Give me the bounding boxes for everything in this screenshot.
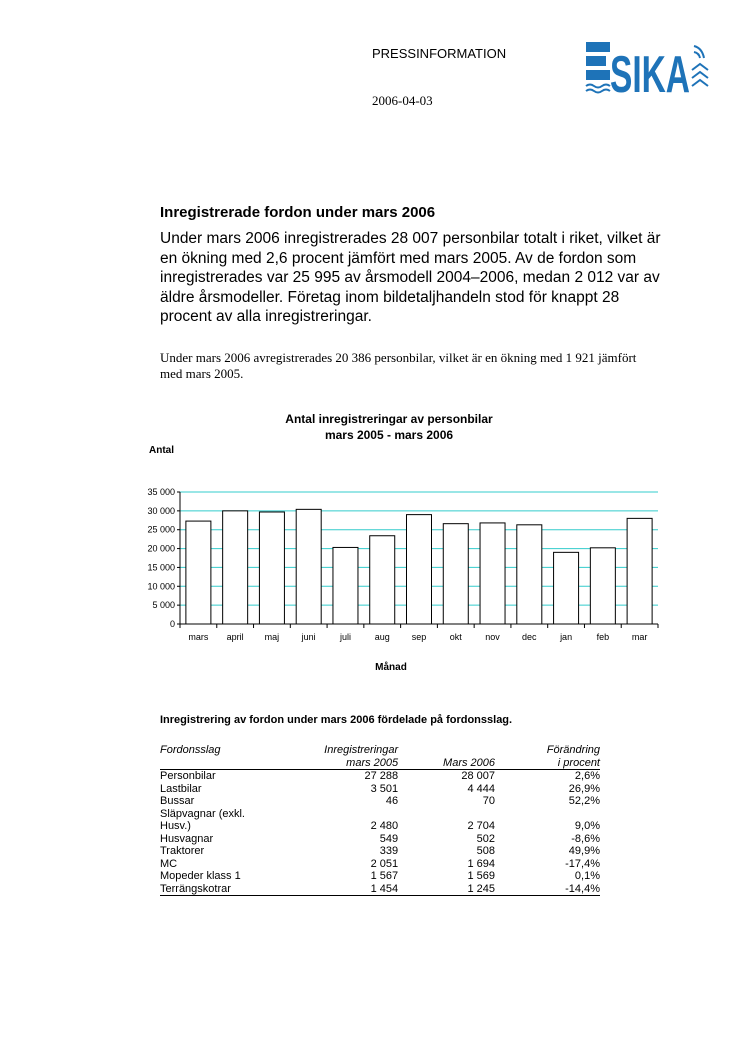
table-cell: 49,9%	[568, 845, 600, 857]
x-tick-label: mar	[631, 632, 648, 642]
lead-paragraph: Under mars 2006 inregistrerades 28 007 personbilar totalt i riket, vilket är en ökning med 2,6 procent jämfört med mars 2005. Av de fordon som inregistrerades var 25 995 av årsmodell 2004–2006, medan 2 012 var av äldre årsmodeller. Företag inom bildetaljhandeln stod för knappt 28 procent av alla inregistreringar.	[160, 230, 661, 325]
table-title: Inregistrering av fordon under mars 2006 fördelade på fordonsslag.	[160, 714, 513, 726]
table-cell: i procent	[495, 757, 600, 770]
table-cell: 502	[476, 832, 496, 845]
bar	[333, 547, 358, 624]
x-tick-label: sep	[411, 632, 427, 642]
x-tick-label: maj	[264, 632, 280, 642]
table-row	[160, 870, 600, 883]
table-cell: 2,6%	[574, 770, 600, 782]
table-cell	[495, 808, 600, 821]
table-row	[160, 883, 600, 896]
table-cell: 4 444	[467, 782, 496, 795]
table-cell	[398, 808, 495, 821]
bar	[480, 523, 505, 624]
y-tick-label: 0	[169, 619, 175, 629]
x-tick-label: jan	[560, 632, 573, 642]
table-cell: 549	[379, 832, 399, 845]
chart-plot-area	[147, 487, 658, 642]
table-cell: -17,4%	[565, 857, 600, 870]
logo-road-icon	[692, 64, 708, 86]
table-row	[160, 783, 600, 796]
table-cell: 52,2%	[568, 795, 600, 807]
chart-title-line1: Antal inregistreringar av personbilar	[285, 412, 493, 426]
table-row	[160, 820, 600, 833]
table-cell: 46	[385, 795, 399, 807]
bar-chart	[130, 405, 670, 685]
table-cell: Husv.)	[160, 820, 191, 832]
table-cell: mars 2005	[279, 757, 398, 770]
table-cell: Husvagnar	[160, 832, 214, 845]
x-tick-label: okt	[449, 632, 462, 642]
bar	[186, 521, 211, 624]
table-cell: Förändring	[546, 744, 600, 756]
table-cell: 9,0%	[574, 820, 600, 832]
logo-wave	[586, 85, 610, 88]
logo-signal-icon	[694, 46, 704, 58]
table-cell: Mars 2006	[398, 757, 495, 770]
logo-stripe	[586, 42, 610, 52]
y-tick-label: 10 000	[147, 581, 175, 592]
chart-x-label: Månad	[375, 662, 407, 673]
table-cell: -14,4%	[495, 883, 600, 896]
table-cell: 1 694	[467, 857, 496, 870]
y-tick-label: 30 000	[147, 505, 175, 516]
x-tick-label: nov	[485, 632, 500, 642]
x-tick-label: april	[226, 632, 244, 642]
table-cell: 0,1%	[574, 870, 600, 882]
table-cell: 28 007	[461, 770, 496, 782]
table-cell: 1 454	[279, 883, 398, 896]
table-cell: 1 245	[398, 883, 495, 896]
table-cell: Inregistreringar	[324, 744, 399, 756]
table-cell: 1 569	[467, 870, 496, 882]
table-cell: 2 051	[370, 857, 399, 870]
table-row	[160, 770, 600, 783]
sika-logo	[586, 40, 710, 104]
table-cell: 339	[379, 845, 399, 857]
y-tick-label: 35 000	[147, 487, 175, 497]
table-cell: Lastbilar	[160, 782, 202, 795]
table-cell: 26,9%	[568, 782, 600, 795]
note-paragraph: Under mars 2006 avregistrerades 20 386 personbilar, vilket är en ökning med 1 921 jämfört med mars 2005.	[160, 350, 637, 381]
table-cell: Bussar	[160, 795, 195, 807]
bar	[406, 515, 431, 624]
chart-title-line2: mars 2005 - mars 2006	[324, 428, 454, 442]
table-cell: Personbilar	[160, 770, 216, 782]
logo-wave	[586, 90, 610, 93]
y-tick-label: 25 000	[147, 524, 175, 535]
table-cell: 2 480	[370, 820, 399, 832]
table-cell: MC	[160, 857, 178, 870]
x-tick-label: aug	[374, 632, 390, 642]
table-cell: 2 704	[467, 820, 496, 832]
vehicle-table	[160, 744, 600, 896]
logo-stripe	[586, 56, 606, 66]
table-header-row	[160, 744, 600, 757]
table-cell: -8,6%	[571, 832, 600, 845]
table-header-row	[160, 757, 600, 770]
x-tick-label: mars	[188, 632, 209, 642]
bar	[370, 536, 395, 624]
table-cell: 70	[482, 795, 496, 807]
document-date: 2006-04-03	[372, 93, 433, 108]
bar	[590, 548, 615, 624]
bar	[517, 525, 542, 624]
table-cell: 27 288	[364, 770, 399, 782]
bar	[259, 512, 284, 624]
headline: Inregistrerade fordon under mars 2006	[160, 204, 436, 221]
table-row	[160, 795, 600, 808]
table-cell: 3 501	[370, 782, 399, 795]
table-cell	[279, 808, 398, 821]
y-tick-label: 20 000	[147, 543, 175, 554]
table-cell: Släpvagnar (exkl.	[160, 807, 245, 820]
x-tick-label: juli	[339, 632, 351, 642]
table-cell: Fordonsslag	[160, 744, 221, 756]
bar	[443, 524, 468, 624]
chart-y-label: Antal	[149, 445, 174, 456]
table-cell	[160, 757, 279, 770]
logo-wordmark: SIKA	[610, 46, 690, 104]
table-row	[160, 845, 600, 858]
table-cell: 508	[476, 845, 496, 857]
press-label: PRESSINFORMATION	[372, 46, 507, 61]
table-cell: Terrängskotrar	[160, 883, 279, 896]
logo-stripe	[586, 70, 610, 80]
bar	[296, 509, 321, 624]
y-tick-label: 5 000	[152, 600, 175, 611]
table-cell	[398, 744, 495, 757]
table-cell: 1 567	[370, 870, 399, 882]
table-row	[160, 833, 600, 846]
bar	[554, 552, 579, 624]
table-row	[160, 858, 600, 871]
x-tick-label: juni	[301, 632, 316, 642]
x-tick-label: dec	[522, 632, 537, 642]
x-tick-label: feb	[596, 632, 610, 642]
bar	[627, 518, 652, 624]
y-tick-label: 15 000	[147, 562, 175, 573]
table-cell: Mopeder klass 1	[160, 870, 241, 882]
table-row	[160, 808, 600, 821]
table-cell: Traktorer	[160, 845, 205, 857]
bar	[223, 511, 248, 624]
